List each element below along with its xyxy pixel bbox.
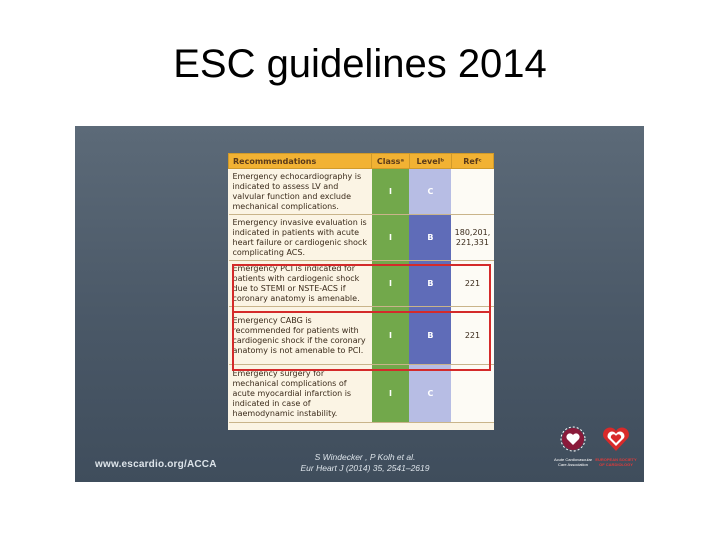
header-recommendations: Recommendations [229, 154, 372, 169]
ref-cell [451, 169, 493, 215]
header-class: Classᵃ [372, 154, 410, 169]
recommendation-table [228, 153, 494, 430]
citation-journal: Eur Heart J (2014) 35, 2541–2619 [300, 463, 430, 473]
table-row [229, 215, 494, 261]
level-cell: B [409, 215, 451, 261]
citation-authors: S Windecker , P Kolh et al. [314, 452, 416, 462]
highlight-divider [232, 311, 491, 313]
recommendation-text: Emergency echocardiography is indicated to assess LV and valvular function and exclude mechanical complications. [229, 169, 372, 215]
acca-logo-text: Acute Cardiovascular Care Association [553, 457, 593, 467]
table-row [229, 365, 494, 423]
class-cell: I [372, 261, 410, 307]
table-row [229, 307, 494, 365]
esc-heart-icon [601, 426, 631, 452]
header-level: Levelᵇ [409, 154, 451, 169]
class-cell: I [372, 215, 410, 261]
slide-title: ESC guidelines 2014 [173, 42, 547, 86]
ref-cell: 221 [451, 307, 493, 365]
footer-url: www.escardio.org/ACCA [95, 459, 217, 470]
guideline-panel [75, 126, 644, 482]
level-cell: B [409, 307, 451, 365]
acca-logo [553, 426, 593, 470]
ref-cell: 221 [451, 261, 493, 307]
level-cell: C [409, 169, 451, 215]
recommendation-text: Emergency surgery for mechanical complications of acute myocardial infarction is indicated in case of haemodynamic instability. [229, 365, 372, 423]
level-cell: C [409, 365, 451, 423]
table-row [229, 169, 494, 215]
class-cell: I [372, 169, 410, 215]
class-cell: I [372, 365, 410, 423]
table-row [229, 261, 494, 307]
class-cell: I [372, 307, 410, 365]
recommendation-text: Emergency CABG is recommended for patients with cardiogenic shock if the coronary anatomy is not amenable to PCI. [229, 307, 372, 365]
recommendation-text: Emergency invasive evaluation is indicated in patients with acute heart failure or cardiogenic shock complicating ACS. [229, 215, 372, 261]
recommendation-text: Emergency PCI is indicated for patients with cardiogenic shock due to STEMI or NSTE-ACS if coronary anatomy is amenable. [229, 261, 372, 307]
ref-cell [451, 365, 493, 423]
esc-logo [595, 426, 637, 472]
acca-heart-icon [560, 426, 586, 452]
citation [275, 452, 455, 474]
esc-logo-text: EUROPEAN SOCIETY OF CARDIOLOGY [595, 457, 637, 467]
header-ref: Refᶜ [451, 154, 493, 169]
ref-cell: 180,201, 221,331 [451, 215, 493, 261]
level-cell: B [409, 261, 451, 307]
